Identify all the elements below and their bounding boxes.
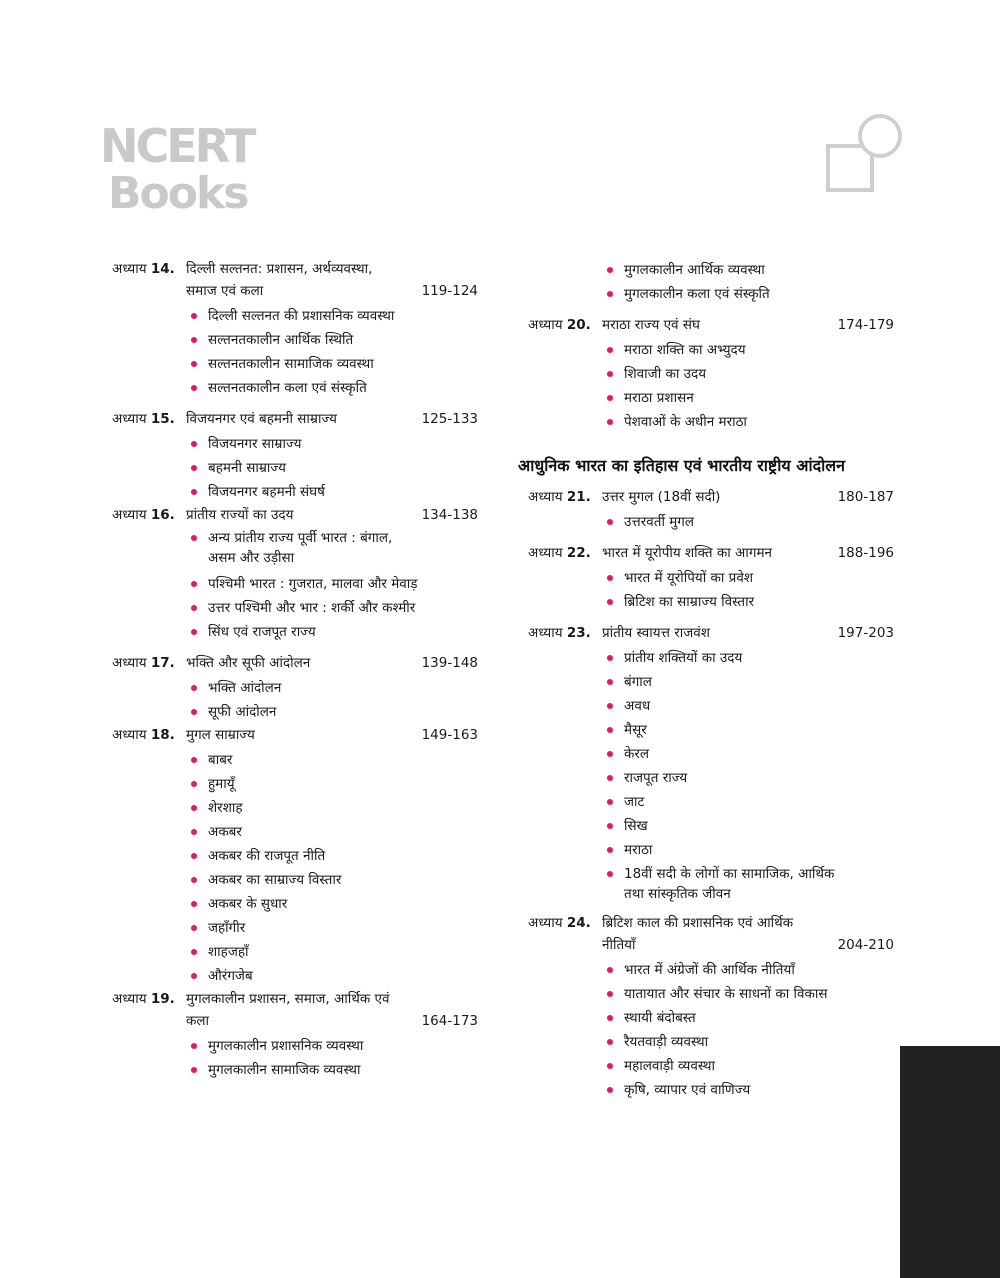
chapter-title: भारत में यूरोपीय शक्ति का आगमन [602, 545, 773, 561]
chapter-label: अध्याय 23. [528, 625, 591, 641]
chapter-22 [528, 542, 898, 614]
chapter-18 [112, 724, 482, 988]
svg-text:NCERT: NCERT [100, 119, 254, 173]
chapter-heading [528, 314, 898, 336]
chapter-pages: 149-163 [421, 727, 478, 743]
chapter-pages: 134-138 [421, 507, 478, 523]
chapter-heading [112, 988, 482, 1032]
topic-list [528, 510, 898, 534]
chapter-title: प्रांतीय स्वायत्त राजवंश [602, 625, 710, 641]
chapter-pages: 125-133 [421, 411, 478, 427]
chapter-pages: 180-187 [837, 489, 894, 505]
toc-right-column [518, 258, 898, 1102]
chapter-label: अध्याय 21. [528, 489, 591, 505]
chapter-title: उत्तर मुगल (18वीं सदी) [602, 489, 721, 505]
topic-item: कृषि, व्यापार एवं वाणिज्य [624, 1078, 898, 1102]
topic-list [112, 528, 482, 644]
chapter-label: अध्याय 14. [112, 261, 175, 277]
topic-item: अवध [624, 694, 898, 718]
chapter-23 [528, 622, 898, 904]
chapter-heading [112, 724, 482, 746]
side-thumb-tab [900, 1046, 1000, 1278]
topic-item: मैसूर [624, 718, 898, 742]
topic-item: सल्तनतकालीन कला एवं संस्कृति [208, 376, 482, 400]
topic-item: मराठा [624, 838, 898, 862]
chapter-heading [528, 622, 898, 644]
section-heading: आधुनिक भारत का इतिहास एवं भारतीय राष्ट्रीय आंदोलन [518, 456, 845, 475]
topic-list [528, 566, 898, 614]
topic-item: 18वीं सदी के लोगों का सामाजिक, आर्थिक तथा सांस्कृतिक जीवन [624, 864, 898, 904]
chapter-heading [112, 408, 482, 430]
topic-item: सिंध एवं राजपूत राज्य [208, 620, 482, 644]
topic-item: पेशवाओं के अधीन मराठा [624, 410, 898, 434]
topic-item: भक्ति आंदोलन [208, 676, 482, 700]
svg-text:Books: Books [108, 168, 248, 213]
chapter-label: अध्याय 17. [112, 655, 175, 671]
chapter-pages: 197-203 [837, 625, 894, 641]
topic-item: प्रांतीय शक्तियों का उदय [624, 646, 898, 670]
topic-item: अकबर के सुधार [208, 892, 482, 916]
chapter-heading [528, 542, 898, 564]
topic-item: मुगलकालीन कला एवं संस्कृति [624, 282, 898, 306]
topic-item: मुगलकालीन प्रशासनिक व्यवस्था [208, 1034, 482, 1058]
toc-left-column [112, 258, 482, 1082]
topic-item: राजपूत राज्य [624, 766, 898, 790]
topic-item: बाबर [208, 748, 482, 772]
chapter-heading [112, 652, 482, 674]
topic-item: सूफी आंदोलन [208, 700, 482, 724]
topic-item: अन्य प्रांतीय राज्य पूर्वी भारत : बंगाल, असम और उड़ीसा [208, 528, 482, 568]
chapter-heading [112, 258, 482, 302]
topic-item: सल्तनतकालीन सामाजिक व्यवस्था [208, 352, 482, 376]
chapter-label: अध्याय 20. [528, 317, 591, 333]
topic-item: बंगाल [624, 670, 898, 694]
topic-item: उत्तरवर्ती मुगल [624, 510, 898, 534]
chapter-heading [528, 912, 898, 956]
chapter-heading [112, 504, 482, 526]
chapter-pages: 139-148 [421, 655, 478, 671]
chapter-heading [528, 486, 898, 508]
chapter-title: मुगल साम्राज्य [186, 727, 255, 743]
topic-item: रैयतवाड़ी व्यवस्था [624, 1030, 898, 1054]
chapter-14 [112, 258, 482, 400]
topic-item: हुमायूँ [208, 772, 482, 796]
topic-item: जाट [624, 790, 898, 814]
topic-item: पश्चिमी भारत : गुजरात, मालवा और मेवाड़ [208, 572, 482, 596]
chapter-15 [112, 408, 482, 504]
topic-item: अकबर की राजपूत नीति [208, 844, 482, 868]
topic-item: मराठा शक्ति का अभ्युदय [624, 338, 898, 362]
topic-item: शिवाजी का उदय [624, 362, 898, 386]
topic-item: ब्रिटिश का साम्राज्य विस्तार [624, 590, 898, 614]
chapter-title: विजयनगर एवं बहमनी साम्राज्य [186, 411, 337, 427]
chapter-pages: 174-179 [837, 317, 894, 333]
chapter-label: अध्याय 19. [112, 991, 175, 1007]
topic-item: सिख [624, 814, 898, 838]
topic-item: केरल [624, 742, 898, 766]
chapter-label: अध्याय 16. [112, 507, 175, 523]
topic-item: दिल्ली सल्तनत की प्रशासनिक व्यवस्था [208, 304, 482, 328]
chapter-label: अध्याय 15. [112, 411, 175, 427]
chapter-24 [528, 912, 898, 1102]
topic-list [528, 646, 898, 904]
chapter-label: अध्याय 24. [528, 915, 591, 931]
chapter-title: भक्ति और सूफी आंदोलन [186, 655, 311, 671]
chapter-pages: 204-210 [837, 937, 894, 953]
topic-list [112, 748, 482, 988]
chapter-19 [112, 988, 482, 1082]
topic-item: महालवाड़ी व्यवस्था [624, 1054, 898, 1078]
chapter-label: अध्याय 18. [112, 727, 175, 743]
chapter-pages: 164-173 [421, 1013, 478, 1029]
chapter-title: ब्रिटिश काल की प्रशासनिक एवं आर्थिक नीतियाँ [602, 915, 794, 953]
topic-list [528, 338, 898, 434]
topic-item: मुगलकालीन सामाजिक व्यवस्था [208, 1058, 482, 1082]
chapter-label: अध्याय 22. [528, 545, 591, 561]
ncert-books-logo [100, 118, 262, 213]
topic-item: बहमनी साम्राज्य [208, 456, 482, 480]
topic-list-continued [528, 258, 898, 306]
chapter-title: दिल्ली सल्तनत: प्रशासन, अर्थव्यवस्था, समाज एवं कला [186, 261, 373, 299]
topic-item: स्थायी बंदोबस्त [624, 1006, 898, 1030]
topic-list [112, 1034, 482, 1082]
topic-item: शाहजहाँ [208, 940, 482, 964]
topic-item: उत्तर पश्चिमी और भार : शर्की और कश्मीर [208, 596, 482, 620]
topic-item: जहाँगीर [208, 916, 482, 940]
chapter-pages: 188-196 [837, 545, 894, 561]
chapter-title: मुगलकालीन प्रशासन, समाज, आर्थिक एवं कला [186, 991, 390, 1029]
topic-list [112, 676, 482, 724]
topic-item: भारत में यूरोपियों का प्रवेश [624, 566, 898, 590]
topic-item: अकबर का साम्राज्य विस्तार [208, 868, 482, 892]
topic-item: औरंगजेब [208, 964, 482, 988]
topic-item: यातायात और संचार के साधनों का विकास [624, 982, 898, 1006]
topic-item: अकबर [208, 820, 482, 844]
topic-item: विजयनगर बहमनी संघर्ष [208, 480, 482, 504]
topic-item: मुगलकालीन आर्थिक व्यवस्था [624, 258, 898, 282]
chapter-16 [112, 504, 482, 644]
chapter-pages: 119-124 [421, 283, 478, 299]
topic-list [528, 958, 898, 1102]
corner-square-circle-icon [822, 112, 906, 196]
topic-item: सल्तनतकालीन आर्थिक स्थिति [208, 328, 482, 352]
chapter-title: प्रांतीय राज्यों का उदय [186, 507, 294, 523]
chapter-20 [528, 314, 898, 434]
chapter-17 [112, 652, 482, 724]
chapter-21 [528, 486, 898, 534]
chapter-title: मराठा राज्य एवं संघ [602, 317, 700, 333]
topic-item: शेरशाह [208, 796, 482, 820]
topic-item: भारत में अंग्रेजों की आर्थिक नीतियाँ [624, 958, 898, 982]
topic-item: विजयनगर साम्राज्य [208, 432, 482, 456]
topic-list [112, 304, 482, 400]
topic-item: मराठा प्रशासन [624, 386, 898, 410]
topic-list [112, 432, 482, 504]
